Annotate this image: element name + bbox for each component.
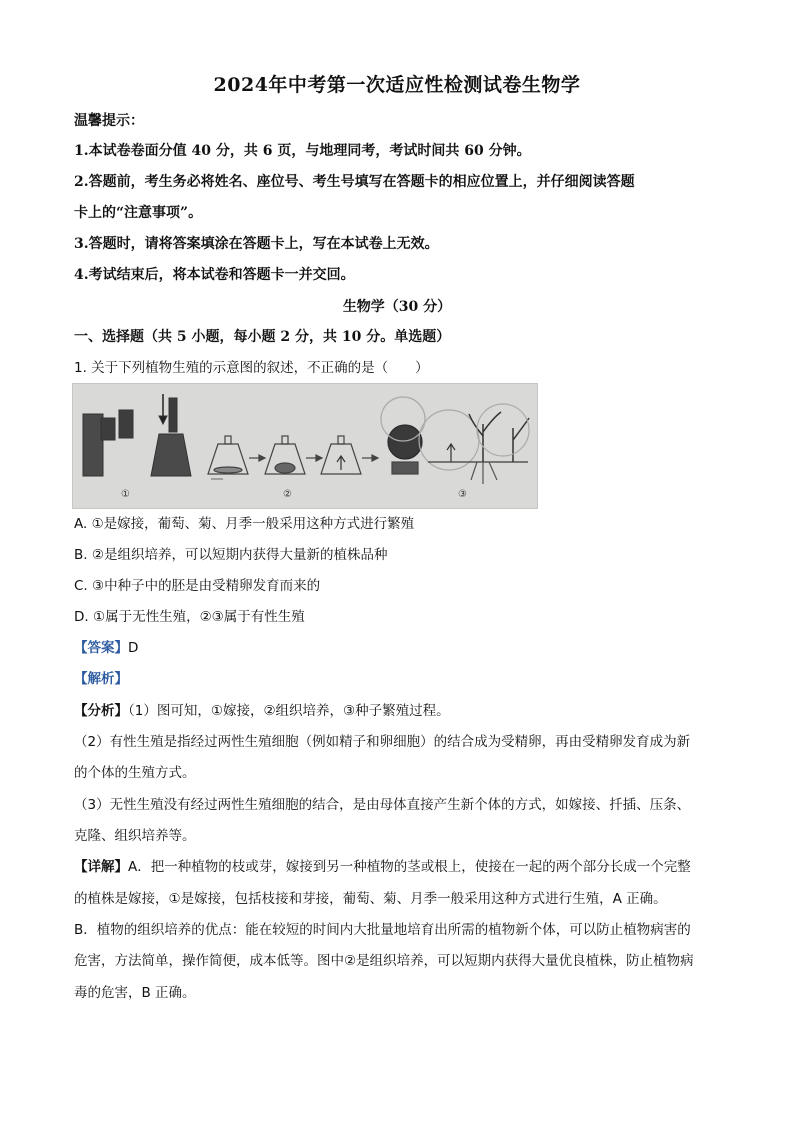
- fenxi-line-4: （3）无性生殖没有经过两性生殖细胞的结合，是由母体直接产生新个体的方式，如嫁接、扦插、压条、: [74, 797, 691, 813]
- analysis-tag: 【解析】: [74, 671, 128, 687]
- detail-line-2: 的植株是嫁接，①是嫁接，包括枝接和芽接，葡萄、菊、月季一般采用这种方式进行生殖，A 正确。: [74, 891, 667, 907]
- fenxi-tag: 【分析】: [74, 703, 128, 719]
- grafting-diagram: [83, 394, 223, 479]
- figure-label-3: ③: [458, 489, 467, 500]
- option-b: B. ②是组织培养，可以短期内获得大量新的植株品种: [74, 547, 388, 563]
- plant-reproduction-figure: [72, 383, 538, 509]
- option-a: A. ①是嫁接，葡萄、菊、月季一般采用这种方式进行繁殖: [74, 516, 415, 532]
- notice-item-2: 2.答题前，考生务必将姓名、座位号、考生号填写在答题卡的相应位置上，并仔细阅读答题: [74, 174, 635, 190]
- figure-label-1: ①: [121, 489, 130, 500]
- answer-tag: 【答案】: [74, 640, 128, 656]
- notice-item-3: 3.答题时，请将答案填涂在答题卡上，写在本试卷上无效。: [74, 236, 439, 252]
- answer-value: D: [128, 640, 139, 656]
- plant-reproduction-diagram: [73, 384, 537, 508]
- detail-tag: 【详解】: [74, 859, 128, 875]
- notice-item-2-cont: 卡上的“注意事项”。: [74, 205, 203, 221]
- option-d: D. ①属于无性生殖，②③属于有性生殖: [74, 609, 305, 625]
- fenxi-line-2: （2）有性生殖是指经过两性生殖细胞（例如精子和卵细胞）的结合成为受精卵，再由受精卵发育成为新: [74, 734, 691, 750]
- question-stem: 1. 关于下列植物生殖的示意图的叙述，不正确的是（ ）: [74, 360, 429, 376]
- fenxi-text-1: （1）图可知，①嫁接，②组织培养，③种子繁殖过程。: [128, 703, 450, 719]
- part-title: 一、选择题（共 5 小题，每小题 2 分，共 10 分。单选题）: [74, 329, 451, 345]
- section-title: 生物学（30 分）: [342, 299, 452, 315]
- notice-heading: 温馨提示：: [74, 113, 144, 129]
- fenxi-line-3: 的个体的生殖方式。: [74, 765, 196, 781]
- fenxi-line-1: [74, 701, 724, 721]
- tissue-culture-diagram: [208, 397, 425, 474]
- figure-label-2: ②: [283, 489, 292, 500]
- option-c: C. ③中种子中的胚是由受精卵发育而来的: [74, 578, 321, 594]
- detail-line-3: B．植物的组织培养的优点：能在较短的时间内大批量地培育出所需的植物新个体，可以防止植物病害的: [74, 922, 691, 938]
- fenxi-line-5: 克隆、组织培养等。: [74, 828, 196, 844]
- detail-line-4: 危害，方法简单，操作简便，成本低等。图中②是组织培养，可以短期内获得大量优良植株，防止植物病: [74, 953, 694, 969]
- detail-text-1: A．把一种植物的枝或芽，嫁接到另一种植物的茎或根上，使接在一起的两个部分长成一个完整: [128, 859, 691, 875]
- detail-line-1: [74, 857, 724, 877]
- notice-item-4: 4.考试结束后，将本试卷和答题卡一并交回。: [74, 267, 355, 283]
- exam-title: 2024年中考第一次适应性检测试卷生物学: [213, 74, 581, 96]
- analysis-heading: [74, 669, 724, 689]
- answer-line: [74, 638, 724, 658]
- seed-reproduction-diagram: [419, 404, 529, 484]
- notice-item-1: 1.本试卷卷面分值 40 分，共 6 页，与地理同考，考试时间共 60 分钟。: [74, 143, 531, 159]
- detail-line-5: 毒的危害，B 正确。: [74, 985, 196, 1001]
